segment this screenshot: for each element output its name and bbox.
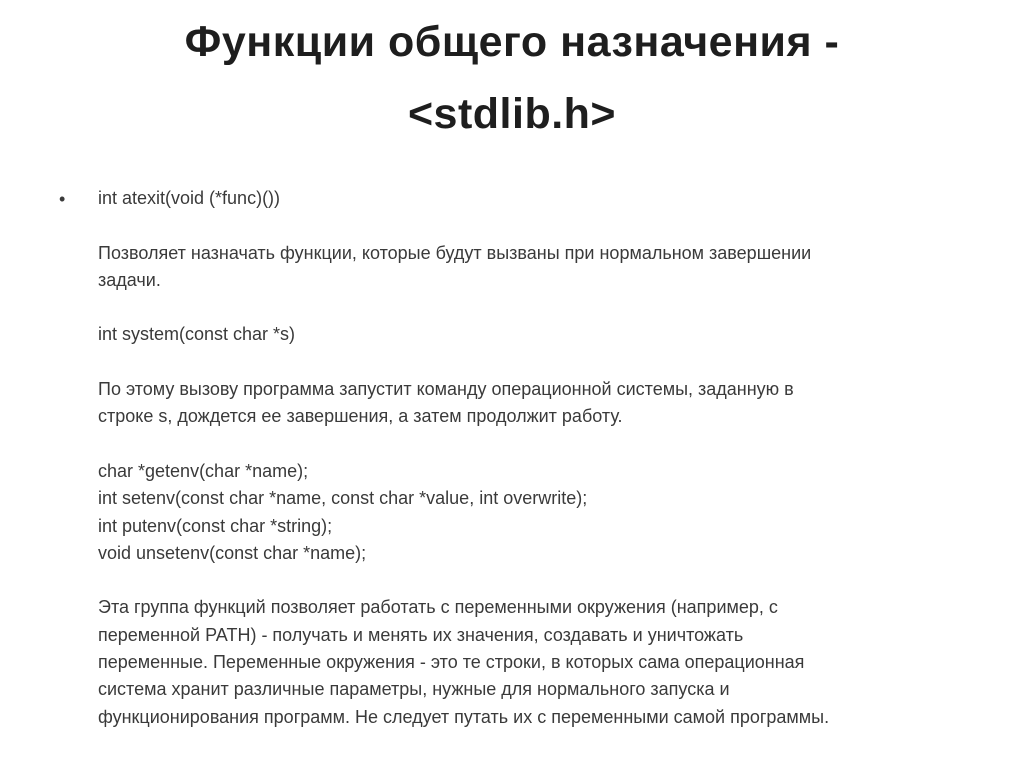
slide-title-line-2: <stdlib.h> [407,90,617,138]
spacer [98,431,978,458]
slide-title [0,6,1024,150]
spacer [98,567,978,594]
slide-title-line-1: Функции общего назначения - [184,18,840,66]
spacer [98,212,978,239]
env-description-line-1: Эта группа функций позволяет работать с переменными окружения (например, с [98,597,778,618]
system-description-line-1: По этому вызову программа запустит команду операционной системы, заданную в [98,379,794,400]
unsetenv-signature: void unsetenv(const char *name); [98,542,367,563]
env-description-line-4: система хранит различные параметры, нужные для нормального запуска и [98,679,730,700]
putenv-signature: int putenv(const char *string); [98,515,333,536]
spacer [98,294,978,321]
atexit-signature: int atexit(void (*func)()) [98,188,281,208]
env-description-line-5: функционирования программ. Не следует путать их с переменными самой программы. [98,706,830,727]
system-description-line-2: строке s, дождется ее завершения, а затем продолжит работу. [98,406,623,427]
slide-body [98,185,978,731]
system-signature: int system(const char *s) [98,324,296,345]
setenv-signature: int setenv(const char *name, const char *value, int overwrite); [98,488,588,509]
atexit-description-line-2: задачи. [98,269,161,290]
spacer [98,349,978,376]
env-description-line-3: переменные. Переменные окружения - это те строки, в которых сама операционная [98,652,805,673]
bullet-marker: • [59,189,66,209]
env-description-line-2: переменной PATH) - получать и менять их значения, создавать и уничтожать [98,624,744,645]
getenv-signature: char *getenv(char *name); [98,460,309,481]
atexit-description-line-1: Позволяет назначать функции, которые будут вызваны при нормальном завершении [98,242,812,263]
